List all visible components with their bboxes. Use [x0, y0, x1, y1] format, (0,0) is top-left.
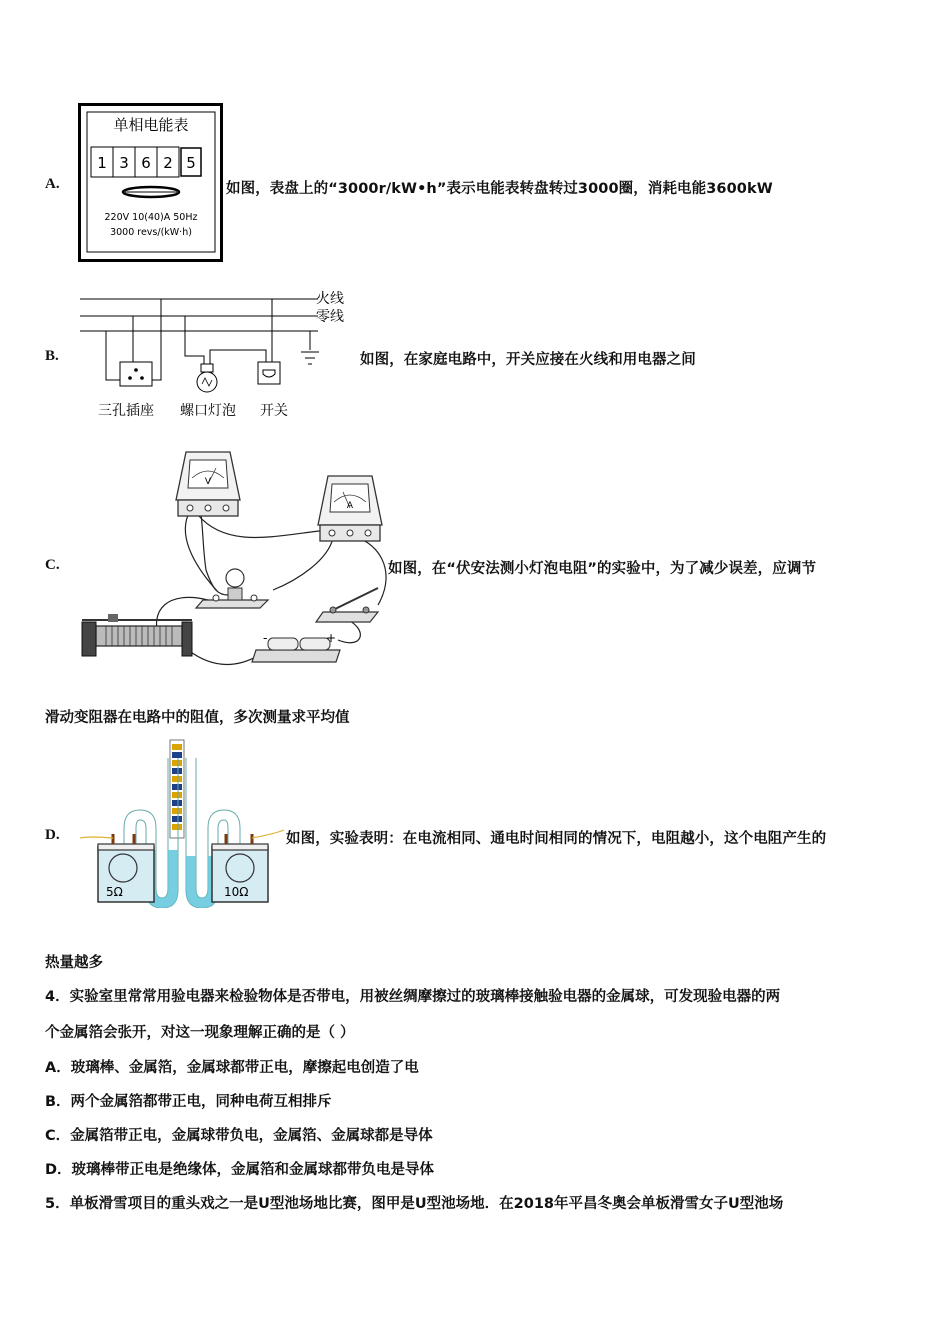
meter-digit-3: 6: [141, 154, 151, 172]
option-c-letter: C.: [45, 557, 60, 573]
knife-switch: [316, 588, 378, 622]
question4-stem-line2: 个金属箔会张开，对这一现象理解正确的是（ ）: [45, 1025, 355, 1041]
option-b-text: 如图，在家庭电路中，开关应接在火线和用电器之间: [360, 352, 696, 368]
sliding-rheostat: [82, 614, 192, 656]
electric-meter-figure: [78, 103, 224, 263]
option-d-letter: D.: [45, 827, 60, 843]
household-circuit-figure: [78, 284, 358, 424]
battery-minus: -: [263, 631, 268, 645]
joule-heating-figure: [78, 738, 286, 908]
ammeter-label: A: [346, 501, 354, 511]
meter-digit-2: 3: [119, 154, 129, 172]
question5-stem-line1: 5．单板滑雪项目的重头戏之一是U型池场地比赛，图甲是U型池场地．在2018年平昌冬奥会单板滑雪女子U型池场: [45, 1196, 784, 1212]
meter-digit-5: 5: [186, 154, 196, 172]
right-resistor-label: 10Ω: [224, 885, 249, 899]
option-c-text-line2: 滑动变阻器在电路中的阻值，多次测量求平均值: [45, 710, 350, 726]
option-b-letter: B.: [45, 348, 59, 364]
meter-digit-4: 2: [163, 154, 173, 172]
socket-symbol: [120, 362, 152, 386]
small-bulb: [196, 569, 268, 608]
voltmeter-label: V: [204, 477, 212, 487]
question4-stem-line1: 4．实验室里常常用验电器来检验物体是否带电，用被丝绸摩擦过的玻璃棒接触验电器的金属球，可发现验电器的两: [45, 989, 781, 1005]
neutral-wire-label: 零线: [316, 309, 344, 325]
socket-label: 三孔插座: [98, 403, 154, 419]
switch-symbol: [258, 362, 280, 384]
meter-digit-1: 1: [97, 154, 107, 172]
option-d-text-line2: 热量越多: [45, 955, 103, 971]
meter-title: 单相电能表: [113, 116, 189, 134]
switch-label: 开关: [260, 403, 288, 419]
question4-option-d: D．玻璃棒带正电是绝缘体，金属箔和金属球都带负电是导体: [45, 1162, 435, 1178]
option-a-text: 如图，表盘上的“3000r/kW•h”表示电能表转盘转过3000圈，消耗电能3600kW: [226, 181, 773, 197]
bulb-symbol: [197, 364, 217, 392]
question4-option-b: B．两个金属箔都带正电，同种电荷互相排斥: [45, 1094, 332, 1110]
live-wire-label: 火线: [316, 291, 344, 307]
option-c-text-line1: 如图，在“伏安法测小灯泡电阻”的实验中，为了减少误差，应调节: [388, 561, 817, 577]
meter-spec: 220V 10(40)A 50Hz: [104, 212, 198, 223]
bulb-label: 螺口灯泡: [180, 403, 236, 419]
question4-option-c: C．金属箔带正电，金属球带负电，金属箔、金属球都是导体: [45, 1128, 433, 1144]
question4-option-a: A．玻璃棒、金属箔，金属球都带正电，摩擦起电创造了电: [45, 1060, 419, 1076]
voltammetry-circuit-figure: [78, 440, 388, 670]
option-a-letter: A.: [45, 176, 60, 192]
battery-plus: +: [326, 631, 337, 645]
left-resistor-label: 5Ω: [106, 885, 123, 899]
meter-revs: 3000 revs/(kW·h): [110, 227, 192, 238]
scale-ruler: [170, 740, 184, 838]
option-d-text-line1: 如图，实验表明：在电流相同、通电时间相同的情况下，电阻越小，这个电阻产生的: [286, 831, 827, 847]
